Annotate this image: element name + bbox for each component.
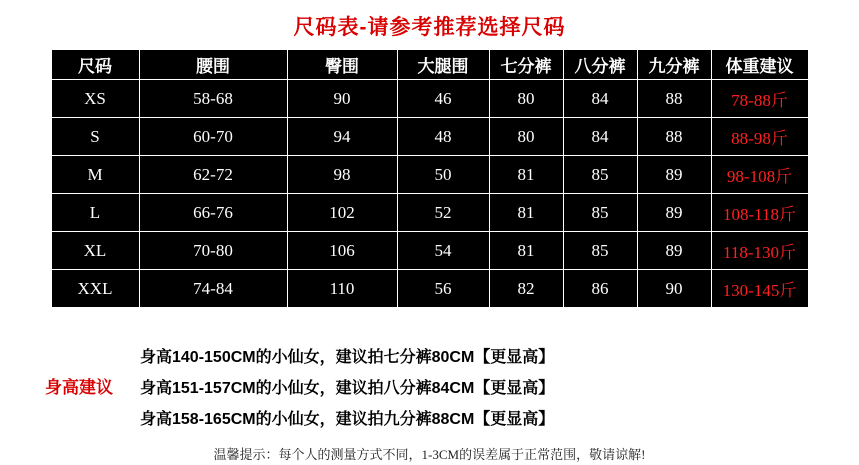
cell-p9: 90	[637, 270, 711, 308]
column-header-thigh: 大腿围	[397, 50, 489, 80]
page-title: 尺码表-请参考推荐选择尺码	[293, 16, 566, 39]
cell-p7: 81	[489, 156, 563, 194]
table-header-row	[51, 50, 808, 80]
cell-p9: 89	[637, 156, 711, 194]
cell-size: S	[51, 118, 139, 156]
cell-weight: 88-98斤	[711, 118, 808, 156]
cell-hip: 90	[287, 80, 397, 118]
cell-waist: 60-70	[139, 118, 287, 156]
cell-hip: 106	[287, 232, 397, 270]
cell-p8: 85	[563, 232, 637, 270]
column-header-p9: 九分裤	[637, 50, 711, 80]
cell-size: L	[51, 194, 139, 232]
cell-size: XS	[51, 80, 139, 118]
cell-waist: 62-72	[139, 156, 287, 194]
table-row	[51, 80, 808, 118]
cell-waist: 70-80	[139, 232, 287, 270]
advice-line: 身高140-150CM的小仙女，建议拍七分裤80CM【更显高】	[140, 349, 555, 366]
cell-weight: 130-145斤	[711, 270, 808, 308]
cell-waist: 66-76	[139, 194, 287, 232]
column-header-hip: 臀围	[287, 50, 397, 80]
cell-p9: 89	[637, 194, 711, 232]
cell-p9: 88	[637, 118, 711, 156]
cell-p7: 80	[489, 118, 563, 156]
table-row	[51, 232, 808, 270]
cell-hip: 110	[287, 270, 397, 308]
cell-p8: 84	[563, 118, 637, 156]
cell-p8: 85	[563, 156, 637, 194]
cell-hip: 102	[287, 194, 397, 232]
measurement-note: 温馨提示：每个人的测量方式不同，1-3CM的误差属于正常范围，敬请谅解!	[213, 447, 646, 462]
cell-thigh: 52	[397, 194, 489, 232]
cell-p7: 82	[489, 270, 563, 308]
advice-line: 身高151-157CM的小仙女，建议拍八分裤84CM【更显高】	[140, 380, 555, 397]
cell-thigh: 56	[397, 270, 489, 308]
column-header-size: 尺码	[51, 50, 139, 80]
cell-p8: 84	[563, 80, 637, 118]
cell-p8: 86	[563, 270, 637, 308]
column-header-p7: 七分裤	[489, 50, 563, 80]
cell-hip: 98	[287, 156, 397, 194]
cell-thigh: 54	[397, 232, 489, 270]
column-header-weight: 体重建议	[711, 50, 808, 80]
cell-weight: 108-118斤	[711, 194, 808, 232]
size-table	[51, 49, 809, 308]
table-row	[51, 118, 808, 156]
cell-weight: 118-130斤	[711, 232, 808, 270]
table-row	[51, 156, 808, 194]
height-advice-label: 身高建议	[45, 378, 113, 397]
height-advice-lines	[140, 342, 859, 435]
cell-waist: 58-68	[139, 80, 287, 118]
cell-thigh: 46	[397, 80, 489, 118]
cell-thigh: 50	[397, 156, 489, 194]
cell-weight: 98-108斤	[711, 156, 808, 194]
cell-p8: 85	[563, 194, 637, 232]
height-advice-block	[0, 342, 859, 434]
cell-size: XL	[51, 232, 139, 270]
cell-size: XXL	[51, 270, 139, 308]
cell-size: M	[51, 156, 139, 194]
cell-hip: 94	[287, 118, 397, 156]
table-row	[51, 270, 808, 308]
cell-p7: 81	[489, 194, 563, 232]
column-header-p8: 八分裤	[563, 50, 637, 80]
cell-weight: 78-88斤	[711, 80, 808, 118]
cell-thigh: 48	[397, 118, 489, 156]
cell-p7: 81	[489, 232, 563, 270]
cell-p9: 89	[637, 232, 711, 270]
cell-p7: 80	[489, 80, 563, 118]
cell-p9: 88	[637, 80, 711, 118]
column-header-waist: 腰围	[139, 50, 287, 80]
advice-line: 身高158-165CM的小仙女，建议拍九分裤88CM【更显高】	[140, 411, 555, 428]
table-row	[51, 194, 808, 232]
cell-waist: 74-84	[139, 270, 287, 308]
